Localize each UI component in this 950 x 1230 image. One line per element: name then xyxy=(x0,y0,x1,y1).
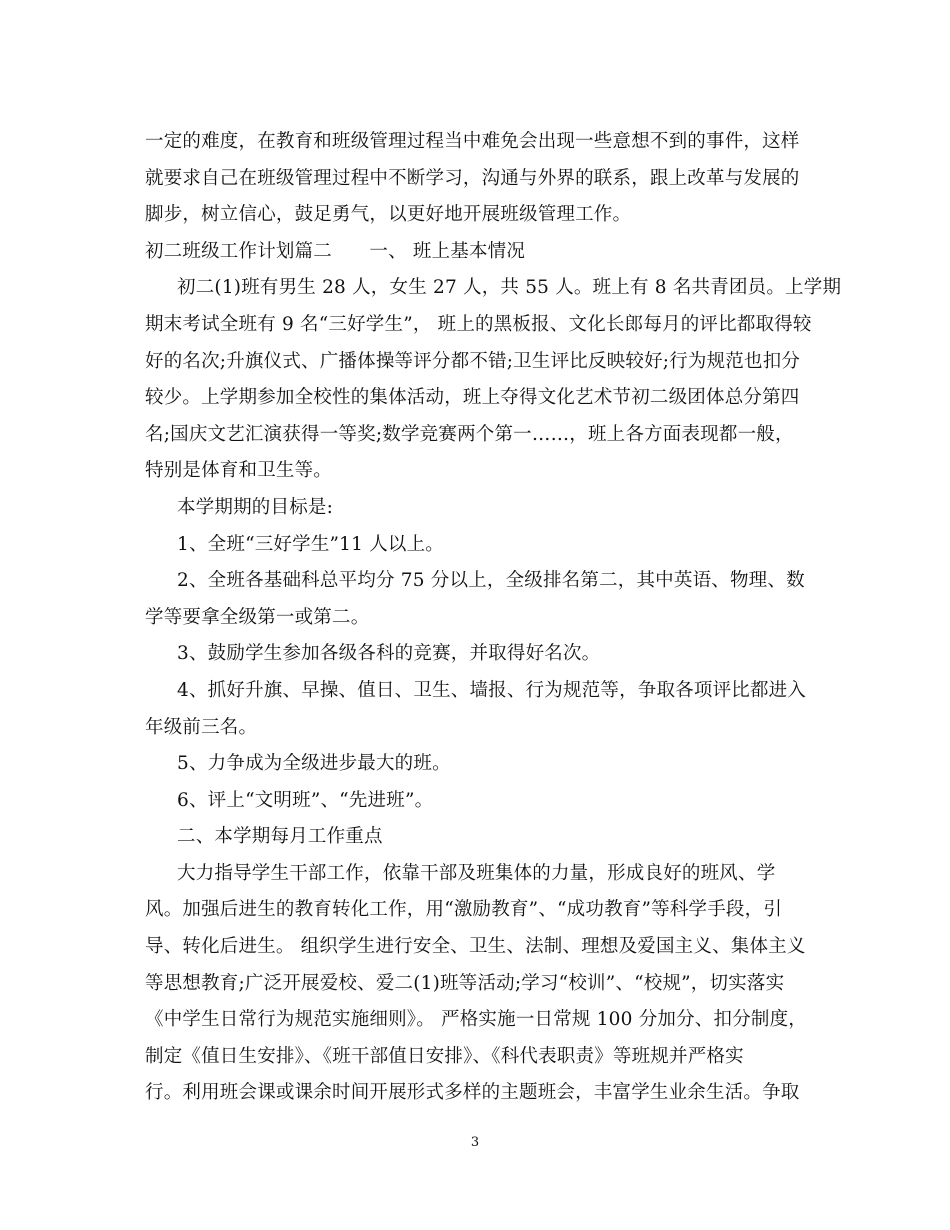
text-line-21: 大力指导学生干部工作，依靠干部及班集体的力量，形成良好的班风、学 xyxy=(177,862,776,884)
text-line-9: 名;国庆文艺汇演获得一等奖;数学竞赛两个第一……，班上各方面表现都一般， xyxy=(145,423,794,445)
goal-item-3: 3、鼓励学生参加各级各科的竞赛，并取得好名次。 xyxy=(177,643,601,665)
text-line-5: 初二(1)班有男生 28 人，女生 27 人，共 55 人。班上有 8 名共青团员。上学期 xyxy=(177,277,842,299)
body-text xyxy=(145,124,842,1112)
text-line-6: 期末考试全班有 9 名“三好学生”， 班上的黑板报、文化长郎每月的评比都取得较 xyxy=(145,313,812,335)
goal-item-4-cont: 年级前三名。 xyxy=(145,716,258,738)
goal-item-5: 5、力争成为全级进步最大的班。 xyxy=(177,753,451,775)
text-line-1: 一定的难度，在教育和班级管理过程当中难免会出现一些意想不到的事件，这样 xyxy=(145,131,800,152)
goal-item-1: 1、全班“三好学生”11 人以上。 xyxy=(177,533,445,555)
page-number: 3 xyxy=(470,1135,480,1150)
text-line-23: 导、转化后进生。 组织学生进行安全、卫生、法制、理想及爱国主义、集体主义 xyxy=(145,936,806,958)
section-heading: 初二班级工作计划篇二 一、 班上基本情况 xyxy=(145,240,526,262)
text-line-2: 就要求自己在班级管理过程中不断学习，沟通与外界的联系，跟上改革与发展的 xyxy=(145,167,800,189)
goal-item-6: 6、评上“文明班”、“先进班”。 xyxy=(177,789,434,811)
goal-item-2: 2、全班各基础科总平均分 75 分以上，全级排名第二，其中英语、物理、数 xyxy=(177,570,805,592)
text-line-8: 较少。上学期参加全校性的集体活动，班上夺得文化艺术节初二级团体总分第四 xyxy=(145,387,800,409)
text-line-22: 风。加强后进生的教育转化工作，用“激励教育”、“成功教育”等科学手段，引 xyxy=(145,899,783,921)
text-line-24: 等思想教育;广泛开展爱校、爱二(1)班等活动;学习“校训”、“校规”，切实落实 xyxy=(145,972,785,994)
subsection-heading: 二、本学期每月工作重点 xyxy=(177,826,383,848)
text-line-10: 特别是体育和卫生等。 xyxy=(145,460,333,482)
text-line-3: 脚步，树立信心，鼓足勇气，以更好地开展班级管理工作。 xyxy=(145,204,632,226)
goal-item-2-cont: 学等要拿全级第一或第二。 xyxy=(145,606,370,628)
goal-item-4: 4、抓好升旗、早操、值日、卫生、墙报、行为规范等，争取各项评比都进入 xyxy=(177,679,807,701)
text-line-27: 行。利用班会课或课余时间开展形式多样的主题班会，丰富学生业余生活。争取 xyxy=(145,1082,800,1104)
text-line-7: 好的名次;升旗仪式、广播体操等评分都不错;卫生评比反映较好;行为规范也扣分 xyxy=(145,350,801,372)
text-line-26: 制定《值日生安排》、《班干部值日安排》、《科代表职责》等班规并严格实 xyxy=(145,1045,744,1067)
goals-intro: 本学期期的目标是: xyxy=(177,496,334,518)
text-line-25: 《中学生日常行为规范实施细则》。 严格实施一日常规 100 分加分、扣分制度， xyxy=(145,1009,808,1031)
